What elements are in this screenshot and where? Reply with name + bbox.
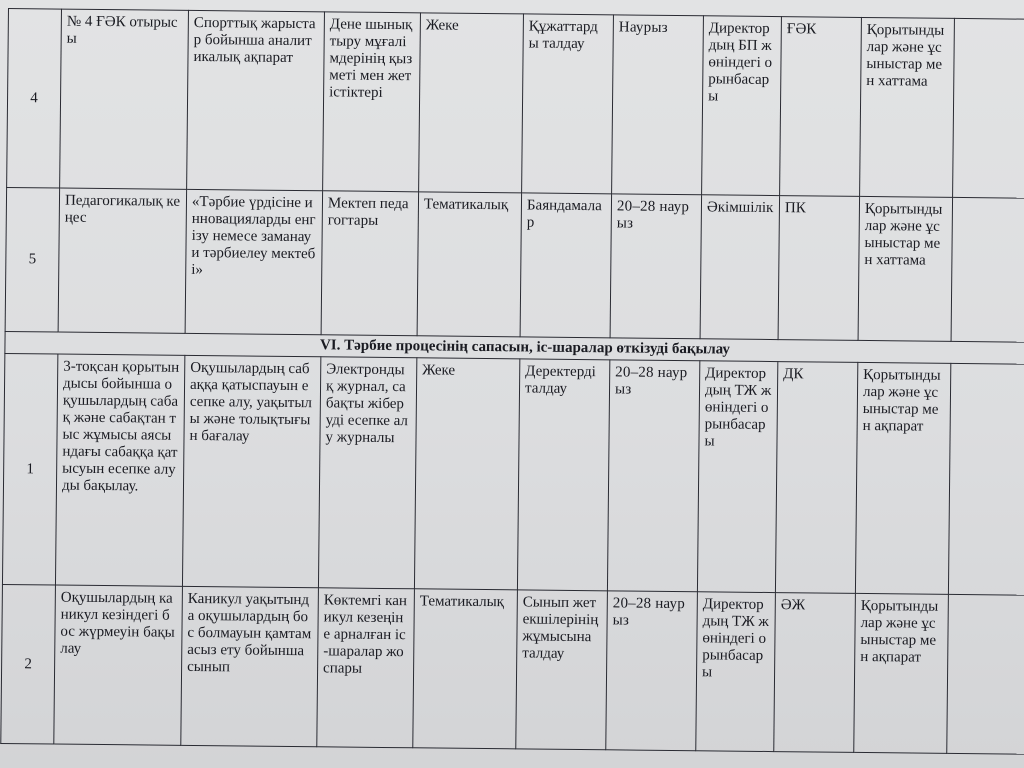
date-cell: 20–28 наурыз (610, 194, 702, 339)
result-cell: Қорытындылар және ұсыныстар мен ақпарат (855, 362, 950, 594)
event-cell: 3-тоқсан қорытындысы бойынша оқушылардың сабақ және сабақтан тыс жұмысы аясындағы сабаққа қатысуын есепке алуды бақылау. (55, 354, 184, 586)
object-cell: Көктемгі каникул кезеңіне арналған іс-шаралар жоспары (317, 588, 415, 748)
table-row (7, 9, 1024, 199)
object-cell: Дене шынықтыру мұғалімдерінің қызметі мен жетістіктері (323, 12, 421, 192)
type-cell: Жеке (419, 13, 524, 193)
type-cell: Тематикалық (417, 192, 522, 337)
where-cell: ҒӘК (780, 17, 862, 197)
object-cell: Мектеп педагогтары (321, 191, 419, 336)
responsible-cell: Әкімшілік (700, 195, 780, 340)
content-cell: Каникул уақытында оқушылардың бос болмауын қамтамасыз ету бойынша сынып (181, 586, 319, 746)
result-cell: Қорытындылар және ұсыныстар мен хаттама (858, 196, 953, 341)
method-cell: Баяндамалар (520, 193, 612, 338)
table-row (1, 584, 1024, 754)
method-cell: Сынып жетекшілерінің жұмысына талдау (516, 590, 608, 750)
method-cell: Құжаттарды талдау (522, 14, 614, 194)
date-cell: 20–28 наурыз (606, 591, 698, 751)
content-cell: «Тәрбие үрдісіне инновацияларды енгізу немесе заманауи тәрбиелеу мектебі» (185, 189, 323, 334)
extra-cell (953, 18, 1024, 198)
event-cell: Оқушылардың каникул кезіндегі бос жүрмеуін бақылау (54, 585, 183, 745)
row-number: 1 (2, 353, 57, 585)
date-cell: 20–28 наурыз (607, 360, 699, 592)
extra-cell (951, 197, 1024, 342)
object-cell: Электрондық журнал, сабақты жіберуді есепке алу журналы (318, 357, 416, 589)
row-number: 2 (1, 584, 56, 744)
date-cell: Наурыз (612, 15, 704, 195)
section-title: VI. Тәрбие процесінің сапасын, іс-шаралар өткізуді бақылау (5, 331, 1024, 364)
responsible-cell: Директордың БП жөніндегі орынбасары (702, 16, 782, 196)
event-cell: Педагогикалық кеңес (58, 188, 187, 333)
extra-cell (947, 594, 1024, 754)
content-cell: Спорттық жарыстар бойынша аналитикалық ақпарат (187, 10, 325, 190)
row-number: 5 (5, 187, 60, 332)
result-cell: Қорытындылар және ұсыныстар мен ақпарат (854, 593, 949, 753)
where-cell: ДК (775, 362, 857, 594)
type-cell: Тематикалық (413, 589, 518, 749)
where-cell: ПК (778, 196, 860, 341)
responsible-cell: Директордың ТЖ жөніндегі орынбасары (697, 361, 777, 593)
result-cell: Қорытындылар және ұсыныстар мен хаттама (860, 17, 955, 197)
method-cell: Деректерді талдау (517, 359, 609, 591)
table-row (5, 187, 1024, 342)
control-plan-table (0, 8, 1024, 755)
responsible-cell: Директордың ТЖ жөніндегі орынбасары (696, 592, 776, 752)
type-cell: Жеке (414, 358, 519, 590)
content-cell: Оқушылардың сабаққа қатыспауын есепке алу, уақытылы және толықтығын бағалау (182, 355, 320, 587)
event-cell: № 4 ҒӘК отырысы (60, 9, 189, 189)
row-number: 4 (7, 9, 62, 189)
table-row (2, 353, 1024, 595)
where-cell: ӘЖ (774, 593, 856, 753)
extra-cell (948, 363, 1024, 595)
